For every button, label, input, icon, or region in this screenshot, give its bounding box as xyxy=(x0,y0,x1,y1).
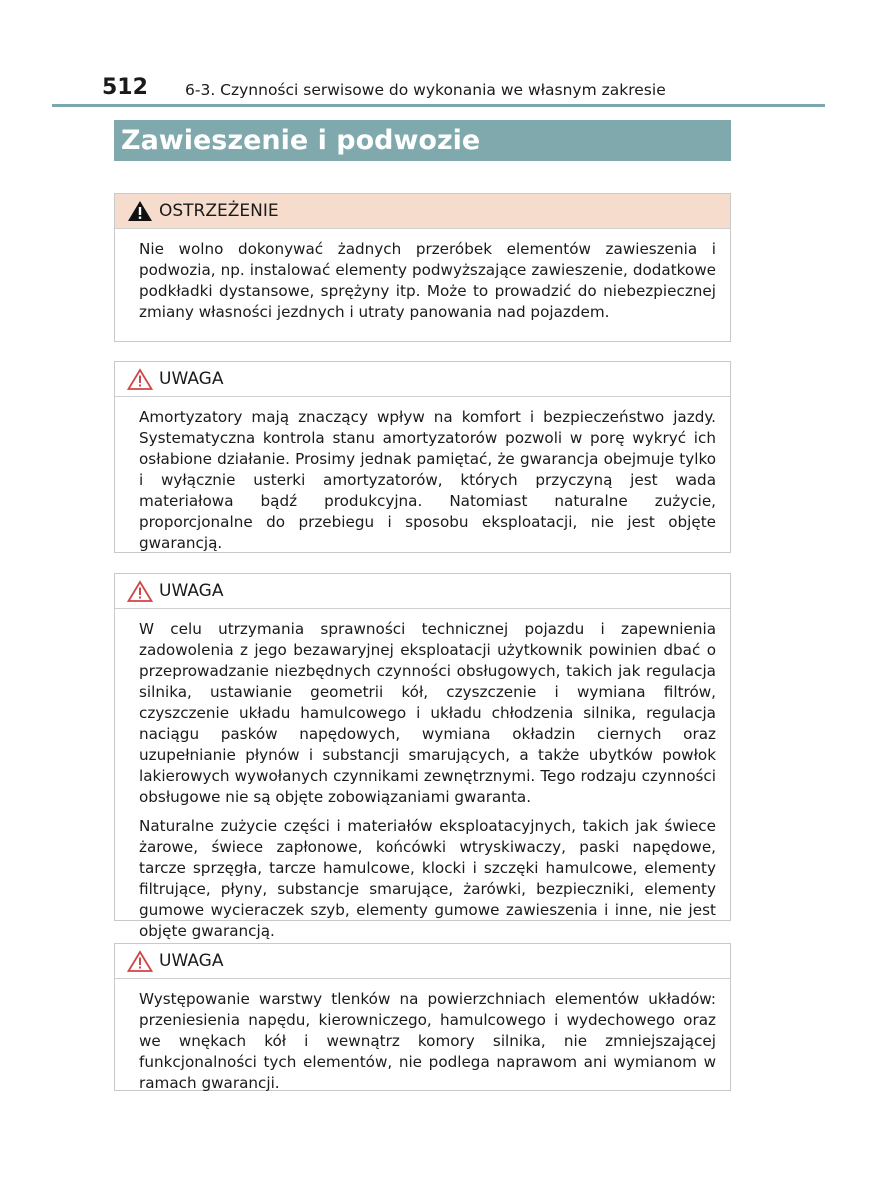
warning-triangle-icon xyxy=(127,200,153,222)
section-title-bar xyxy=(114,120,731,161)
caution-triangle-icon xyxy=(127,368,153,390)
notice-box-2 xyxy=(114,573,731,940)
caution-triangle-icon xyxy=(127,580,153,602)
notice-header xyxy=(115,574,730,609)
notice-label: UWAGA xyxy=(159,581,224,601)
page-header xyxy=(52,72,825,107)
notice-text: W celu utrzymania sprawności technicznej pojazdu i zapewnienia zadowolenia z jego bezawaryjnej eksploatacji użytkownik powinien dbać o przeprowadzanie niezbędnych czynności obsługowych, takich jak regulacja silnika, ustawianie geometrii kół, czyszczenie i wymiana filtrów, czyszczenie układu hamulcowego i układu chłodzenia silnika, regulacja naciągu pasków napędowych, wymiana okładzin ciernych oraz uzupełnianie płynów i substancji smarujących, a także ubytków powłok lakierowych wywołanych czynnikami zewnętrznymi. Tego rodzaju czynności obsługowe nie są objęte zobowiązaniami gwaranta. xyxy=(139,620,716,806)
warning-label: OSTRZEŻENIE xyxy=(159,201,279,221)
warning-text: Nie wolno dokonywać żadnych przeróbek elementów zawieszenia i podwozia, np. instalować elementy podwyższające zawieszenie, dodatkowe podkładki dystansowe, sprężyny itp. Może to prowadzić do niebezpiecznej zmiany własności jezdnych i utraty panowania nad pojazdem. xyxy=(139,240,716,321)
warning-box xyxy=(114,193,731,342)
chapter-title: 6-3. Czynności serwisowe do wykonania we własnym zakresie xyxy=(185,81,666,99)
warning-header xyxy=(115,194,730,229)
notice-label: UWAGA xyxy=(159,369,224,389)
page-number: 512 xyxy=(102,75,148,100)
section-title: Zawieszenie i podwozie xyxy=(121,125,481,156)
caution-triangle-icon xyxy=(127,950,153,972)
notice-text: Amortyzatory mają znaczący wpływ na komfort i bezpieczeństwo jazdy. Systematyczna kontrola stanu amortyzatorów pozwoli w porę wykryć ich osłabione działanie. Prosimy jednak pamiętać, że gwarancja obejmuje tylko i wyłącznie usterki amortyzatorów, których przyczyną jest wada materiałowa bądź produkcyjna. Natomiast naturalne zużycie, proporcjonalne do przebiegu i sposobu eksploatacji, nie jest objęte gwarancją. xyxy=(139,408,716,552)
notice-box-3 xyxy=(114,943,731,1091)
notice-label: UWAGA xyxy=(159,951,224,971)
notice-header xyxy=(115,362,730,397)
notice-text: Występowanie warstwy tlenków na powierzchniach elementów układów: przeniesienia napędu, kierowniczego, hamulcowego i wydechowego oraz we wnękach kół i wewnątrz komory silnika, nie zmniejszającej funkcjonalności tych elementów, nie podlega naprawom ani wymianom w ramach gwarancji. xyxy=(139,990,716,1092)
notice-text: Naturalne zużycie części i materiałów eksploatacyjnych, takich jak świece żarowe, świece zapłonowe, końcówki wtryskiwaczy, paski napędowe, tarcze sprzęgła, tarcze hamulcowe, klocki i szczęki hamulcowe, elementy filtrujące, płyny, substancje smarujące, żarówki, bezpieczniki, elementy gumowe wycieraczek szyb, elementy gumowe zawieszenia i inne, nie jest objęte gwarancją. xyxy=(139,817,716,940)
notice-header xyxy=(115,944,730,979)
notice-box-1 xyxy=(114,361,731,553)
